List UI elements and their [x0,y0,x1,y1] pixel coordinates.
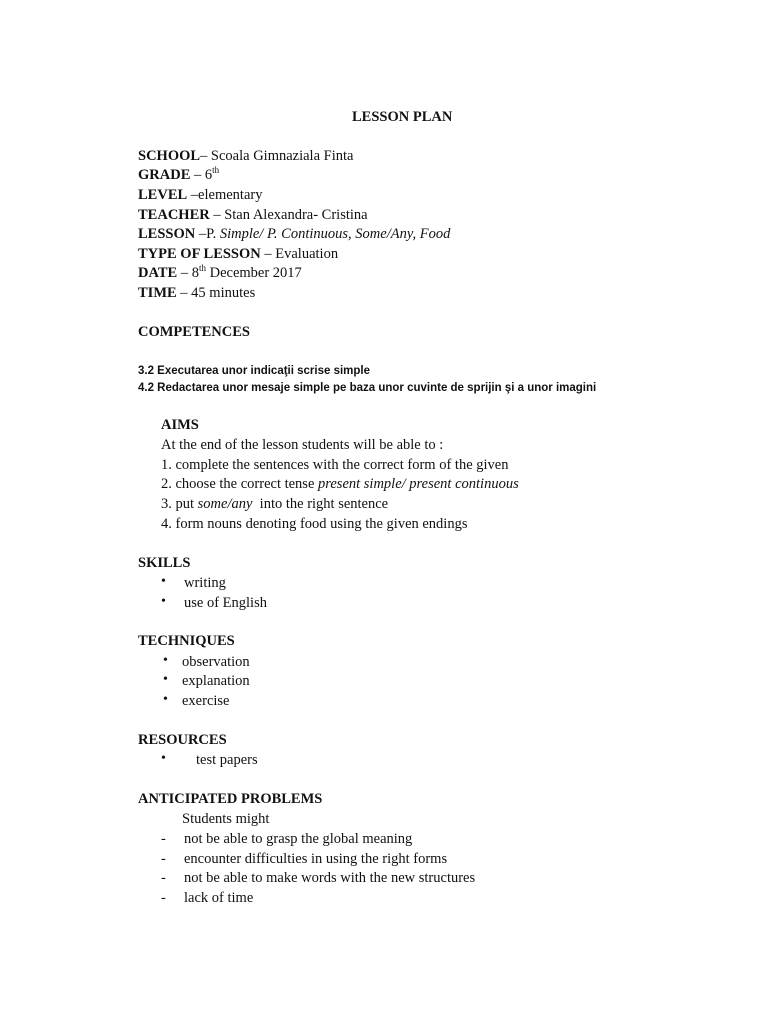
problem-item: not be able to make words with the new structures [184,870,476,886]
bullet-icon: • [161,751,166,766]
date-prefix: – 8 [177,265,199,281]
field-level [138,186,262,204]
dash-icon: - [161,831,166,847]
aim-item [161,475,519,493]
bullet-icon: • [161,574,166,589]
time-label: TIME [138,285,177,301]
skills-heading: SKILLS [138,555,191,571]
aim-item: 1. complete the sentences with the correct form of the given [161,457,509,473]
teacher-value: – Stan Alexandra- Cristina [209,207,368,223]
type-value: – Evaluation [260,246,339,262]
competence-item: 3.2 Executarea unor indicaţii scrise simple [138,365,371,377]
time-value: – 45 minutes [176,285,256,301]
field-teacher [138,206,368,224]
technique-item: observation [182,654,250,670]
aim-item-italic: some/any [197,496,253,512]
aim-item-prefix: 3. put [161,496,198,512]
aim-item-prefix: 2. choose the correct tense [161,476,319,492]
problem-item: lack of time [184,890,254,906]
level-label: LEVEL [138,187,188,203]
technique-item: explanation [182,673,250,689]
resources-heading: RESOURCES [138,732,227,748]
technique-item: exercise [182,693,230,709]
bullet-icon: • [163,653,168,668]
field-date [138,264,302,282]
grade-value: – 6 [190,167,213,183]
aim-item: 4. form nouns denoting food using the given endings [161,516,468,532]
aims-intro: At the end of the lesson students will be able to : [161,437,444,453]
techniques-heading: TECHNIQUES [138,633,235,649]
lesson-label: LESSON [138,226,196,242]
date-label: DATE [138,265,178,281]
date-suffix: December 2017 [205,265,302,281]
aim-item-suffix: into the right sentence [252,496,389,512]
type-label: TYPE OF LESSON [138,246,261,262]
problems-intro: Students might [182,811,270,827]
field-time [138,284,255,302]
dash-icon: - [161,870,166,886]
aim-item-italic: present simple/ present continuous [318,476,519,492]
resource-item: test papers [196,752,258,768]
skill-item: writing [184,575,226,591]
document-title: LESSON PLAN [352,109,453,125]
competence-item: 4.2 Redactarea unor mesaje simple pe baza unor cuvinte de sprijin şi a unor imagini [138,382,597,394]
bullet-icon: • [161,594,166,609]
level-value: –elementary [187,187,263,203]
dash-icon: - [161,851,166,867]
field-school [138,147,353,165]
bullet-icon: • [163,672,168,687]
date-sup: th [198,263,206,274]
field-type [138,245,338,263]
grade-sup: th [212,165,220,176]
field-grade [138,166,219,184]
aim-item [161,495,388,513]
lesson-topic: Simple/ P. Continuous, Some/Any, Food [219,226,451,242]
problem-item: not be able to grasp the global meaning [184,831,413,847]
problem-item: encounter difficulties in using the right forms [184,851,448,867]
lesson-prefix: –P. [195,226,220,242]
grade-label: GRADE [138,167,191,183]
bullet-icon: • [163,692,168,707]
field-lesson [138,225,450,243]
skill-item: use of English [184,595,267,611]
school-value: – Scoala Gimnaziala Finta [200,148,354,164]
school-label: SCHOOL [138,148,201,164]
teacher-label: TEACHER [138,207,210,223]
competences-heading: COMPETENCES [138,324,250,340]
problems-heading: ANTICIPATED PROBLEMS [138,791,323,807]
aims-heading: AIMS [161,417,199,433]
dash-icon: - [161,890,166,906]
